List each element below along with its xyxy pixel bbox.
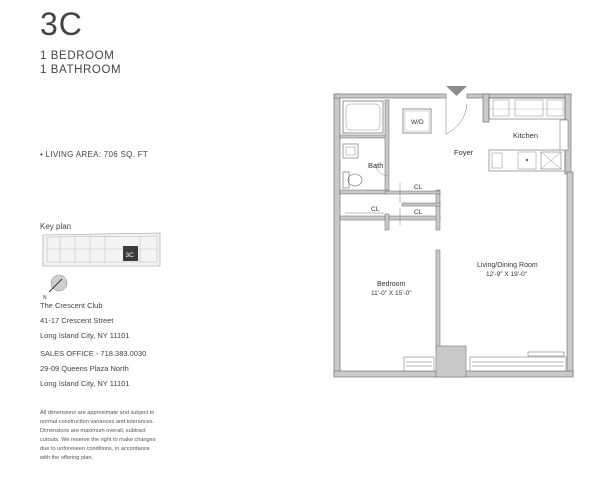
bath-sink	[343, 144, 358, 158]
living-dining-label: Living/Dining Room	[477, 262, 538, 269]
key-plan	[43, 233, 160, 266]
closet-label: CL	[371, 206, 380, 213]
bathroom-count: 1 BATHROOM	[40, 64, 122, 76]
disclaimer-line: cutouts. We reserve the right to make changes	[40, 437, 156, 443]
building-name: The Crescent Club	[40, 301, 103, 310]
bedroom-count: 1 BEDROOM	[40, 50, 115, 62]
disclaimer-line: due to unforeseen conditions, in accordance	[40, 446, 150, 452]
sales-office-street: 29-09 Queens Plaza North	[40, 364, 129, 373]
sales-office-line: SALES OFFICE - 718.383.0030	[40, 349, 147, 358]
key-plan-unit-tag: 3C	[125, 252, 134, 259]
disclaimer-line: with the offering plan.	[40, 455, 94, 461]
entry-arrow-icon	[446, 86, 467, 96]
disclaimer-line: All dimensions are approximate and subject to	[40, 410, 155, 416]
closet-label: CL	[414, 184, 423, 191]
key-plan-label: Key plan	[40, 222, 72, 231]
kitchen-label: Kitchen	[513, 131, 539, 140]
living-area: • LIVING AREA: 706 SQ. FT	[40, 150, 149, 159]
living-dining-dimensions: 12'-9" X 19'-0"	[486, 271, 528, 278]
compass-icon	[43, 275, 67, 301]
bedroom-label: Bedroom	[377, 281, 406, 288]
building-street: 41-17 Crescent Street	[40, 316, 114, 325]
bath-fixtures	[343, 101, 388, 188]
toilet-bowl	[348, 174, 362, 186]
compass-north-label: N	[43, 295, 47, 301]
wd-label: W/D	[411, 119, 424, 126]
closet-label: CL	[414, 209, 423, 216]
bedroom-dimensions: 11'-0" X 15'-0"	[371, 290, 412, 297]
disclaimer-line: Dimensions are maximum overall, subtract	[40, 428, 146, 434]
entry-door	[446, 98, 467, 134]
bathtub	[343, 101, 383, 133]
bath-label: Bath	[368, 161, 384, 170]
sales-office-city: Long Island City, NY 11101	[40, 379, 130, 388]
disclaimer-line: normal construction variances and tolerances.	[40, 419, 155, 425]
unit-title: 3C	[40, 6, 83, 42]
foyer-label: Foyer	[454, 148, 474, 157]
interior-walls	[340, 100, 466, 377]
windows	[404, 120, 568, 371]
building-city: Long Island City, NY 11101	[40, 331, 130, 340]
